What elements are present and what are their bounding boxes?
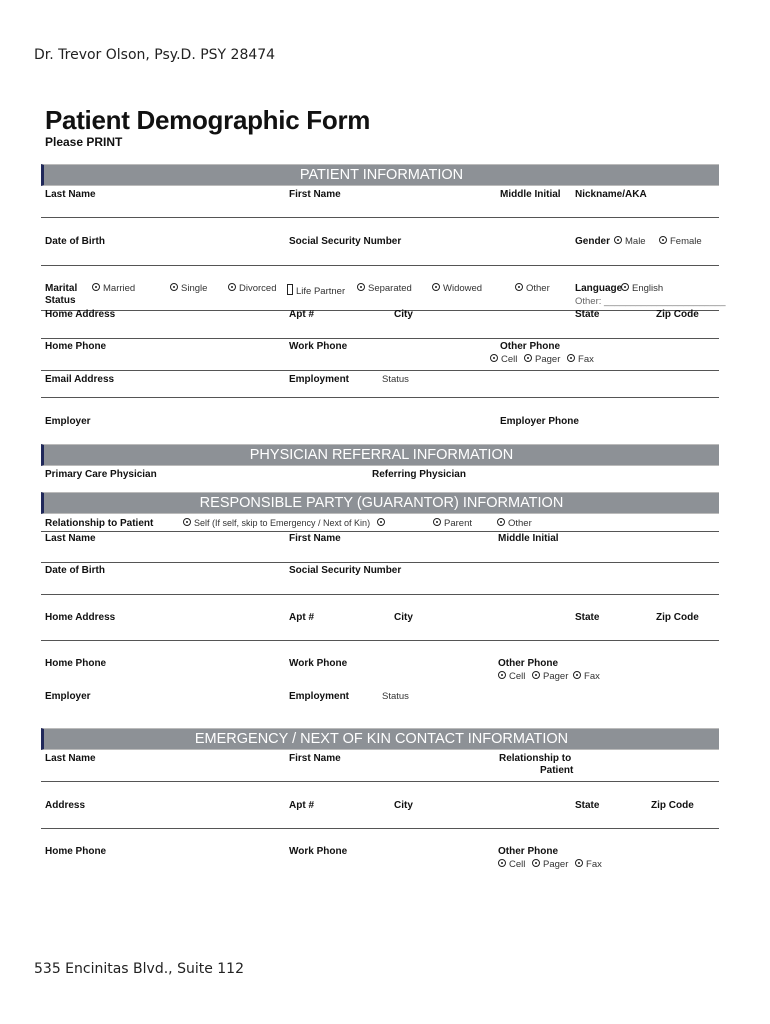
primary-care-label: Primary Care Physician	[45, 469, 157, 480]
ec-last-name-label: Last Name	[45, 753, 96, 764]
ec-other-phone-label: Other Phone	[498, 846, 559, 857]
language-english-option[interactable]	[621, 283, 663, 294]
relationship-other-option[interactable]	[497, 518, 532, 529]
option-label: Separated	[368, 283, 412, 294]
city-label: City	[394, 309, 413, 320]
home-phone-label: Home Phone	[45, 341, 107, 352]
radio-icon[interactable]	[497, 518, 505, 526]
radio-icon[interactable]	[575, 859, 583, 867]
rp-work-phone-label: Work Phone	[289, 658, 348, 669]
divider	[41, 562, 719, 563]
section-title: PHYSICIAN REFERRAL INFORMATION	[249, 447, 514, 463]
language-other-field[interactable]: Other: _______________________	[575, 296, 726, 307]
radio-icon[interactable]	[183, 518, 191, 526]
rp-city-label: City	[394, 612, 413, 623]
rp-employment-status-label: Status	[382, 691, 409, 702]
marital-widowed-option[interactable]	[432, 283, 482, 294]
employer-label: Employer	[45, 416, 91, 427]
rp-employer-label: Employer	[45, 691, 91, 702]
last-name-label: Last Name	[45, 189, 96, 200]
marital-divorced-option[interactable]	[228, 283, 277, 294]
section-emergency-contact	[41, 728, 719, 750]
divider	[41, 594, 719, 595]
rp-other-phone-options	[498, 671, 600, 682]
radio-icon[interactable]	[357, 283, 365, 291]
radio-icon[interactable]	[432, 283, 440, 291]
radio-icon[interactable]	[614, 236, 622, 244]
rp-last-name-label: Last Name	[45, 533, 96, 544]
option-label: Cell	[509, 671, 526, 682]
divider	[41, 531, 719, 532]
nickname-label: Nickname/AKA	[575, 189, 647, 200]
radio-icon[interactable]	[498, 859, 506, 867]
section-title: EMERGENCY / NEXT OF KIN CONTACT INFORMATION	[194, 731, 569, 747]
option-label: Pager	[535, 354, 561, 365]
option-label: Parent	[444, 518, 472, 529]
option-label: Cell	[501, 354, 518, 365]
divider	[41, 640, 719, 641]
marital-other-option[interactable]	[515, 283, 550, 294]
language-label: Language	[575, 283, 623, 294]
rp-home-address-label: Home Address	[45, 612, 116, 623]
option-label: Female	[670, 236, 702, 247]
section-patient-information	[41, 164, 719, 186]
rp-zip-label: Zip Code	[656, 612, 699, 623]
radio-icon[interactable]	[524, 354, 532, 362]
marital-single-option[interactable]	[170, 283, 207, 294]
marital-married-option[interactable]	[92, 283, 135, 294]
radio-icon[interactable]	[228, 283, 236, 291]
divider	[41, 338, 719, 339]
email-label: Email Address	[45, 374, 115, 385]
rp-first-name-label: First Name	[289, 533, 341, 544]
marital-life-partner-option[interactable]	[287, 283, 345, 297]
section-title: PATIENT INFORMATION	[299, 167, 464, 183]
marital-label: Marital	[45, 283, 78, 294]
option-label: Fax	[586, 859, 602, 870]
radio-icon[interactable]	[567, 354, 575, 362]
rp-other-phone-label: Other Phone	[498, 658, 559, 669]
page-subtitle: Please PRINT	[45, 135, 123, 149]
divider	[41, 828, 719, 829]
first-name-label: First Name	[289, 189, 341, 200]
footer-address: 535 Encinitas Blvd., Suite 112	[34, 961, 244, 977]
gender-male-option[interactable]	[614, 236, 646, 247]
divider	[41, 781, 719, 782]
ec-apt-label: Apt #	[289, 800, 314, 811]
option-label: Other	[526, 283, 550, 294]
other-phone-options	[490, 354, 594, 365]
ec-state-label: State	[575, 800, 600, 811]
doctor-header: Dr. Trevor Olson, Psy.D. PSY 28474	[34, 47, 276, 63]
radio-icon[interactable]	[170, 283, 178, 291]
referring-physician-label: Referring Physician	[372, 469, 466, 480]
rp-home-phone-label: Home Phone	[45, 658, 107, 669]
radio-icon[interactable]	[92, 283, 100, 291]
work-phone-label: Work Phone	[289, 341, 348, 352]
section-responsible-party	[41, 492, 719, 514]
dob-label: Date of Birth	[45, 236, 105, 247]
radio-icon[interactable]	[659, 236, 667, 244]
apt-label: Apt #	[289, 309, 314, 320]
employment-status-label: Status	[382, 374, 409, 385]
gender-female-option[interactable]	[659, 236, 702, 247]
divider	[41, 370, 719, 371]
divider	[41, 217, 719, 218]
option-label: Cell	[509, 859, 526, 870]
option-label: Married	[103, 283, 136, 294]
middle-initial-label: Middle Initial	[500, 189, 561, 200]
rp-employment-label: Employment	[289, 691, 350, 702]
option-label: Pager	[543, 859, 569, 870]
zip-label: Zip Code	[656, 309, 699, 320]
page-title: Patient Demographic Form	[45, 105, 371, 135]
radio-icon[interactable]	[515, 283, 523, 291]
radio-icon[interactable]	[490, 354, 498, 362]
relationship-parent-option[interactable]	[433, 518, 472, 529]
option-label: Male	[625, 236, 646, 247]
relationship-self-option[interactable]	[183, 518, 388, 528]
ec-first-name-label: First Name	[289, 753, 341, 764]
option-label: English	[632, 283, 664, 294]
radio-icon[interactable]	[433, 518, 441, 526]
ec-home-phone-label: Home Phone	[45, 846, 107, 857]
radio-icon[interactable]	[498, 671, 506, 679]
employer-phone-label: Employer Phone	[500, 416, 579, 427]
rp-ssn-label: Social Security Number	[289, 565, 402, 576]
ec-work-phone-label: Work Phone	[289, 846, 348, 857]
checkbox-icon[interactable]	[287, 284, 293, 295]
option-label: Other	[508, 518, 532, 529]
ec-zip-label: Zip Code	[651, 800, 694, 811]
relationship-label: Relationship to Patient	[45, 518, 154, 529]
option-label: Life Partner	[296, 286, 346, 297]
option-label: Single	[181, 283, 208, 294]
rp-state-label: State	[575, 612, 600, 623]
section-physician-referral	[41, 444, 719, 466]
home-address-label: Home Address	[45, 309, 116, 320]
other-phone-label: Other Phone	[500, 341, 561, 352]
ec-other-phone-options	[498, 859, 602, 870]
option-label: Fax	[578, 354, 594, 365]
option-label: Widowed	[443, 283, 483, 294]
option-label: Self (If self, skip to Emergency / Next of Kin)	[194, 518, 371, 528]
marital-status-label: Status	[45, 295, 76, 306]
radio-icon[interactable]	[532, 859, 540, 867]
option-label: Fax	[584, 671, 600, 682]
ec-address-label: Address	[45, 800, 86, 811]
rp-apt-label: Apt #	[289, 612, 314, 623]
rp-middle-initial-label: Middle Initial	[498, 533, 559, 544]
divider	[41, 397, 719, 398]
ec-relationship-label: Relationship to	[499, 753, 572, 764]
radio-icon[interactable]	[532, 671, 540, 679]
radio-icon[interactable]	[621, 283, 629, 291]
divider	[41, 265, 719, 266]
ec-relationship-label-2: Patient	[540, 765, 574, 776]
marital-separated-option[interactable]	[357, 283, 412, 294]
rp-dob-label: Date of Birth	[45, 565, 105, 576]
section-title: RESPONSIBLE PARTY (GUARANTOR) INFORMATION	[199, 495, 564, 511]
employment-label: Employment	[289, 374, 350, 385]
state-label: State	[575, 309, 600, 320]
radio-icon[interactable]	[377, 518, 385, 526]
option-label: Pager	[543, 671, 569, 682]
ec-city-label: City	[394, 800, 413, 811]
gender-label: Gender	[575, 236, 611, 247]
divider	[41, 310, 719, 311]
option-label: Divorced	[239, 283, 277, 294]
ssn-label: Social Security Number	[289, 236, 402, 247]
radio-icon[interactable]	[573, 671, 581, 679]
